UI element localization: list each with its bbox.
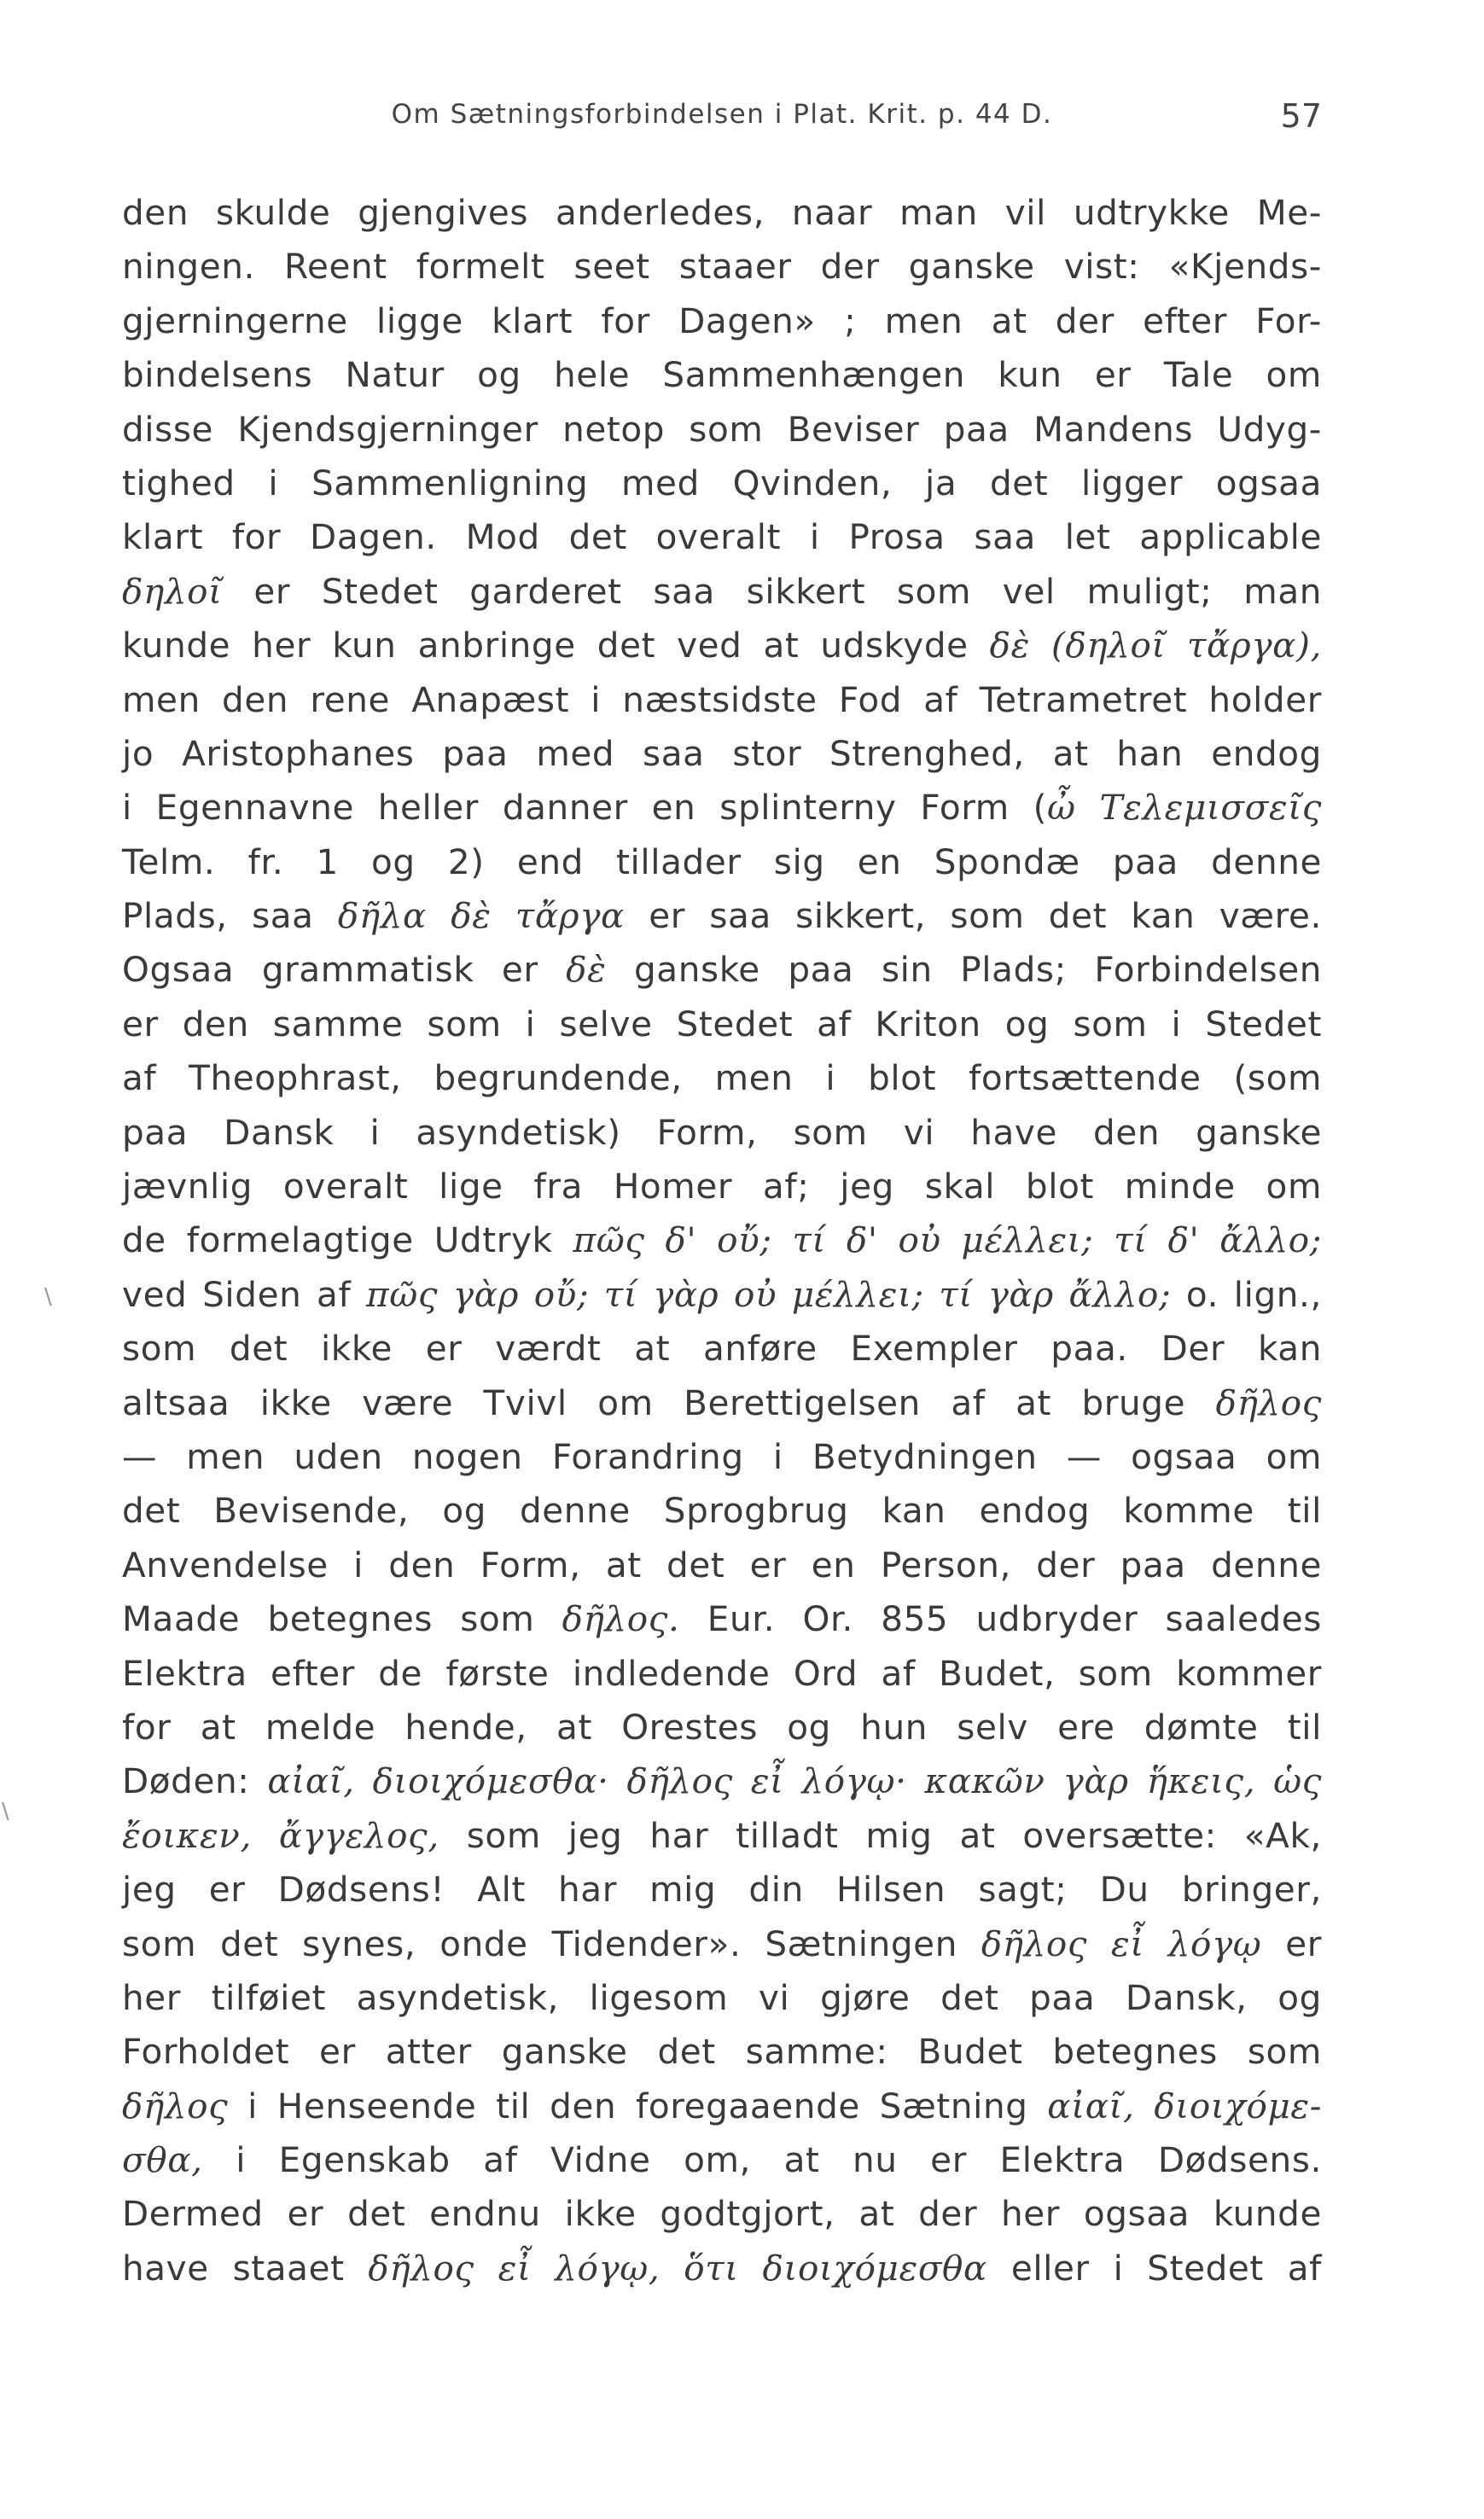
text-line <box>122 1647 1322 1701</box>
text-line <box>122 1430 1322 1484</box>
text-segment: Elektra efter de første indledende Ord af Budet, som kommer <box>122 1652 1322 1694</box>
text-line <box>122 186 1322 240</box>
text-segment: i Egennavne heller danner en splinterny Form ( <box>122 787 1048 829</box>
text-segment: Ogsaa grammatisk er <box>122 949 567 991</box>
text-line <box>122 403 1322 457</box>
text-line <box>122 943 1322 997</box>
text-segment: for at melde hende, at Orestes og hun selv ere dømte til <box>122 1706 1322 1748</box>
greek-text: δὲ (δηλοῖ τἄργα), <box>989 625 1322 666</box>
greek-text: πῶς γὰρ οὔ; τί γὰρ οὐ μέλλει; τί γὰρ ἄλλο; <box>366 1273 1172 1315</box>
text-line <box>122 240 1322 294</box>
text-line <box>122 1809 1322 1863</box>
text-line <box>122 1917 1322 1971</box>
text-segment: jo Aristophanes paa med saa stor Strenghed, at han endog <box>122 732 1322 774</box>
page-header <box>122 92 1322 143</box>
text-line <box>122 294 1322 348</box>
greek-text: αἰαῖ, διοιχόμε- <box>1047 2085 1322 2126</box>
greek-text: πῶς δ' οὔ; τί δ' οὐ μέλλει; τί δ' ἄλλο; <box>573 1219 1322 1261</box>
greek-text: δῆλος εἶ λόγῳ <box>981 1923 1262 1964</box>
text-line <box>122 1322 1322 1376</box>
text-line <box>122 889 1322 943</box>
text-line <box>122 510 1322 564</box>
text-segment: tighed i Sammenligning med Qvinden, ja det ligger ogsaa <box>122 462 1322 503</box>
text-line <box>122 673 1322 727</box>
text-segment: det Bevisende, og denne Sprogbrug kan endog komme til <box>122 1490 1322 1532</box>
greek-text: δῆλος. <box>562 1598 680 1640</box>
text-line <box>122 1106 1322 1160</box>
text-line <box>122 1971 1322 2025</box>
text-line <box>122 998 1322 1051</box>
text-segment: kunde her kun anbringe det ved at udskyde <box>122 625 990 666</box>
text-line <box>122 1376 1322 1430</box>
text-line <box>122 1863 1322 1917</box>
margin-mark: \ <box>44 1284 52 1310</box>
greek-text: δῆλα δὲ τἄργα <box>337 895 625 937</box>
text-segment: Anvendelse i den Form, at det er en Person, der paa denne <box>122 1544 1322 1585</box>
text-line <box>122 835 1322 889</box>
text-line <box>122 348 1322 402</box>
greek-text: ὦ Τελεμισσεῖς <box>1047 787 1322 829</box>
text-segment: Maade betegnes som <box>122 1598 562 1640</box>
text-segment: Telm. fr. 1 og 2) end tillader sig en Spondæ paa denne <box>122 841 1322 882</box>
greek-text: σθα, <box>122 2139 203 2181</box>
text-segment: gjerningerne ligge klart for Dagen» ; men at der efter For- <box>122 300 1322 341</box>
text-line <box>122 2133 1322 2187</box>
text-segment: jævnlig overalt lige fra Homer af; jeg skal blot minde om <box>122 1166 1322 1207</box>
greek-text: ἔοικεν, ἄγγελος, <box>122 1814 439 1856</box>
text-segment: ganske paa sin Plads; Forbindelsen <box>606 949 1322 991</box>
text-segment: altsaa ikke være Tvivl om Berettigelsen af at bruge <box>122 1382 1216 1423</box>
text-segment: Dermed er det endnu ikke godtgjort, at der her ogsaa kunde <box>122 2193 1322 2235</box>
text-line <box>122 2242 1322 2295</box>
text-line <box>122 1592 1322 1646</box>
text-segment: have staaet <box>122 2247 369 2289</box>
text-line <box>122 1268 1322 1322</box>
text-segment: — men uden nogen Forandring i Betydningen — ogsaa om <box>122 1435 1322 1477</box>
text-segment: ningen. Reent formelt seet staaer der ganske vist: «Kjends- <box>122 246 1322 288</box>
text-segment: Forholdet er atter ganske det samme: Budet betegnes som <box>122 2031 1322 2073</box>
text-line <box>122 1539 1322 1592</box>
text-segment: de formelagtige Udtryk <box>122 1219 573 1261</box>
text-line <box>122 2025 1322 2079</box>
text-segment: er den samme som i selve Stedet af Kriton og som i Stedet <box>122 1003 1322 1044</box>
text-segment: er <box>1261 1923 1323 1964</box>
text-line <box>122 1213 1322 1267</box>
text-segment: klart for Dagen. Mod det overalt i Prosa saa let applicable <box>122 516 1322 558</box>
text-line <box>122 565 1322 619</box>
text-segment: her tilføiet asyndetisk, ligesom vi gjøre det paa Dansk, og <box>122 1976 1322 2018</box>
text-segment: som jeg har tilladt mig at oversætte: «Ak, <box>439 1814 1322 1856</box>
text-line <box>122 2187 1322 2241</box>
text-segment: Plads, saa <box>122 895 338 937</box>
text-line <box>122 619 1322 672</box>
text-segment: er Stedet garderet saa sikkert som vel muligt; man <box>222 570 1322 612</box>
text-segment: som det synes, onde Tidender». Sætningen <box>122 1923 981 1964</box>
text-line <box>122 781 1322 835</box>
text-segment: i Egenskab af Vidne om, at nu er Elektra Dødsens. <box>202 2139 1322 2181</box>
text-line <box>122 2080 1322 2133</box>
text-segment: o. lign., <box>1171 1273 1322 1315</box>
text-segment: Døden: <box>122 1760 268 1802</box>
text-segment: eller i Stedet af <box>987 2247 1322 2289</box>
text-segment: af Theophrast, begrundende, men i blot fortsættende (som <box>122 1057 1322 1099</box>
greek-text: δῆλος <box>122 2085 229 2126</box>
text-segment: disse Kjendsgjerninger netop som Beviser paa Mandens Udyg- <box>122 408 1322 450</box>
greek-text: δηλοῖ <box>122 570 223 612</box>
greek-text: δῆλος <box>1215 1382 1322 1423</box>
greek-text: δὲ <box>566 949 607 991</box>
greek-text: δῆλος εἶ λόγῳ, ὅτι διοιχόμεσθα <box>368 2247 987 2289</box>
text-line <box>122 1754 1322 1808</box>
text-line <box>122 727 1322 781</box>
page-number: 57 <box>1280 97 1322 135</box>
text-segment: paa Dansk i asyndetisk) Form, som vi have den ganske <box>122 1111 1322 1153</box>
body-text <box>122 186 1322 2295</box>
text-segment: men den rene Anapæst i næstsidste Fod af Tetrametret holder <box>122 678 1322 720</box>
text-segment: som det ikke er værdt at anføre Exempler paa. Der kan <box>122 1328 1322 1370</box>
text-segment: i Henseende til den foregaaende Sætning <box>228 2085 1048 2126</box>
text-line <box>122 1484 1322 1538</box>
text-segment: ved Siden af <box>122 1273 367 1315</box>
text-line <box>122 1051 1322 1105</box>
text-segment: er saa sikkert, som det kan være. <box>624 895 1323 937</box>
text-line <box>122 1701 1322 1754</box>
running-title: Om Sætningsforbindelsen i Plat. Krit. p. 44 D. <box>391 99 1053 130</box>
text-segment: den skulde gjengives anderledes, naar man vil udtrykke Me- <box>122 192 1322 233</box>
text-segment: Eur. Or. 855 udbryder saaledes <box>679 1598 1322 1640</box>
greek-text: αἰαῖ, διοιχόμεσθα· δῆλος εἶ λόγῳ· κακῶν γὰρ ἥκεις, ὡς <box>267 1760 1322 1802</box>
text-segment: bindelsens Natur og hele Sammenhængen kun er Tale om <box>122 354 1322 396</box>
margin-mark: \ <box>2 1799 9 1824</box>
text-line <box>122 1160 1322 1213</box>
text-line <box>122 457 1322 510</box>
text-segment: jeg er Dødsens! Alt har mig din Hilsen sagt; Du bringer, <box>122 1869 1322 1911</box>
